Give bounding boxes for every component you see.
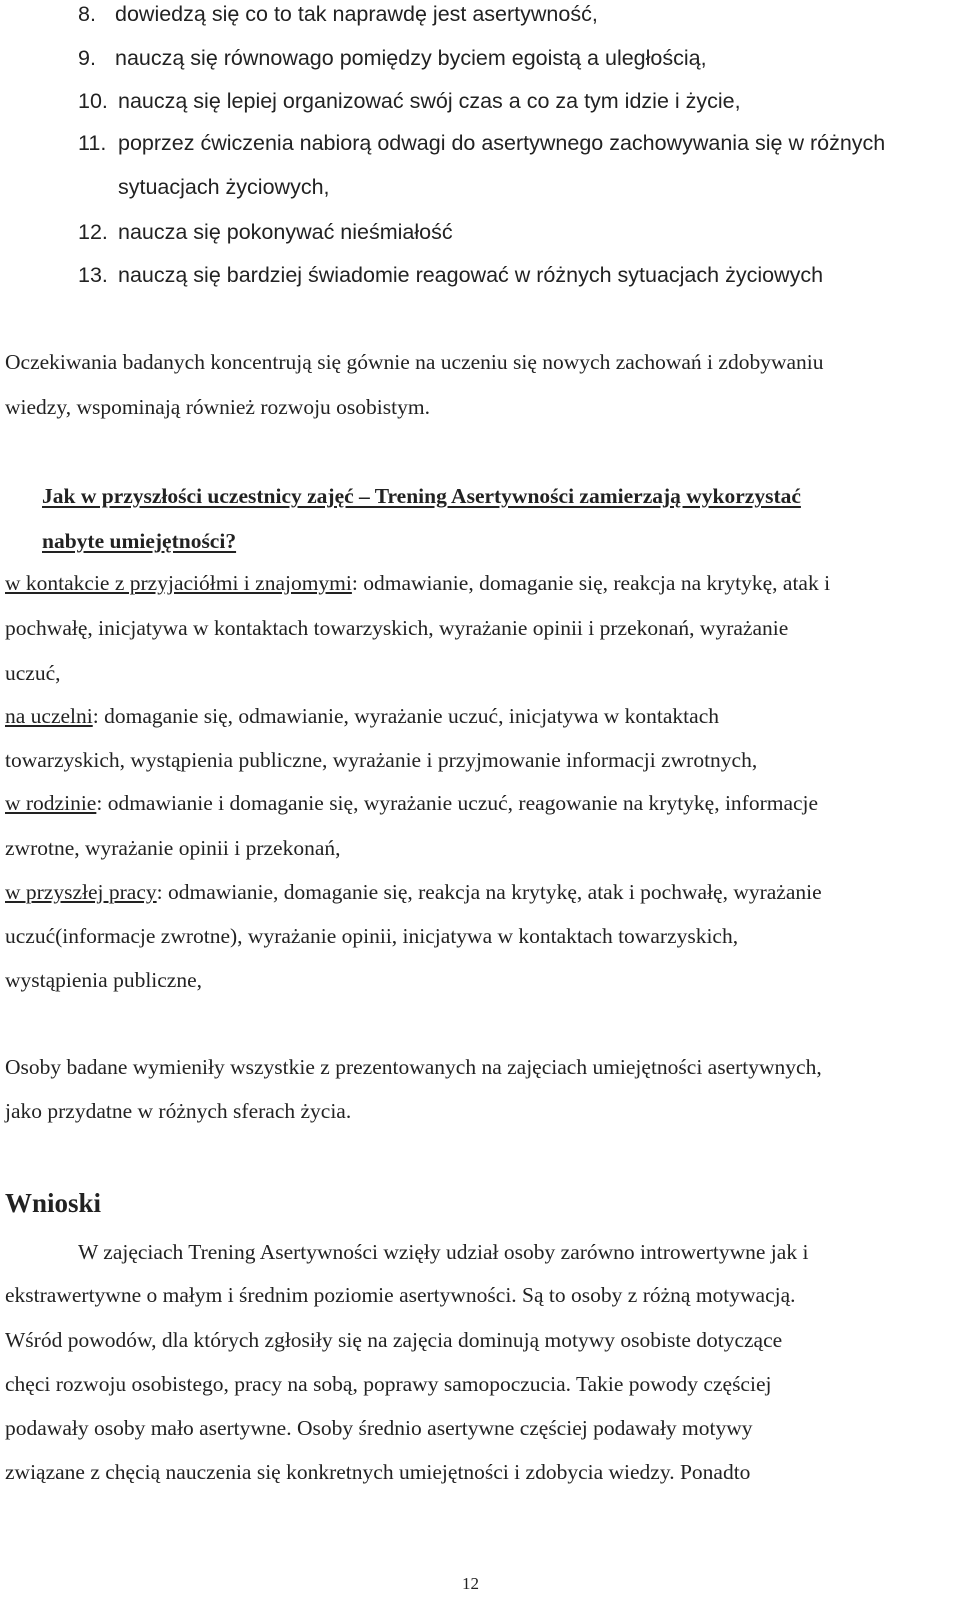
paragraph-line: towarzyskich, wystąpienia publiczne, wyrażanie i przyjmowanie informacji zwrotnych, (5, 748, 758, 772)
paragraph-line: Wśród powodów, dla których zgłosiły się na zajęcia dominują motywy osobiste dotyczące (5, 1328, 783, 1352)
list-item-text: dowiedzą się co to tak naprawdę jest asertywność, (115, 2, 598, 26)
paragraph-line: podawały osoby mało asertywne. Osoby średnio asertywne częściej podawały motywy (5, 1416, 753, 1440)
context-work (5, 880, 822, 904)
list-item (78, 2, 598, 26)
list-item (78, 46, 707, 70)
list-item-text: poprzez ćwiczenia nabiorą odwagi do asertywnego zachowywania się w różnych (118, 131, 886, 155)
list-item-number: 12. (78, 220, 108, 244)
paragraph-line: wystąpienia publiczne, (5, 968, 203, 992)
context-label: w przyszłej pracy (5, 880, 157, 904)
paragraph-line: jako przydatne w różnych sferach życia. (5, 1099, 352, 1123)
paragraph-line: związane z chęcią nauczenia się konkretnych umiejętności i zdobycia wiedzy. Ponadto (5, 1460, 751, 1484)
list-item-text: nauczą się bardziej świadomie reagować w różnych sytuacjach życiowych (118, 263, 824, 287)
paragraph-line: uczuć, (5, 661, 61, 685)
list-item-text: nauczą się lepiej organizować swój czas a co za tym idzie i życie, (118, 89, 741, 113)
question-line: Jak w przyszłości uczestnicy zajęć – Trening Asertywności zamierzają wykorzystać (42, 484, 801, 508)
paragraph-line: Oczekiwania badanych koncentrują się gównie na uczeniu się nowych zachowań i zdobywaniu (5, 350, 824, 374)
list-item-number: 13. (78, 263, 108, 287)
list-item (78, 131, 885, 155)
context-contacts (5, 571, 830, 595)
context-university (5, 704, 719, 728)
list-item-number: 11. (78, 131, 107, 155)
list-item (78, 263, 823, 287)
context-text: : odmawianie, domaganie się, reakcja na krytykę, atak i pochwałę, wyrażanie (156, 880, 822, 904)
paragraph-line: W zajęciach Trening Asertywności wzięły udział osoby zarówno introwertywne jak i (78, 1240, 809, 1264)
list-item-number: 8. (78, 2, 96, 26)
list-item (78, 220, 453, 244)
question-line: nabyte umiejętności? (42, 529, 237, 553)
list-item (78, 89, 741, 113)
paragraph-line: Osoby badane wymieniły wszystkie z prezentowanych na zajęciach umiejętności asertywnych, (5, 1055, 822, 1079)
list-item-number: 9. (78, 46, 96, 70)
paragraph-line: uczuć(informacje zwrotne), wyrażanie opinii, inicjatywa w kontaktach towarzyskich, (5, 924, 739, 948)
page-number: 12 (462, 1574, 479, 1593)
paragraph-line: wiedzy, wspominają również rozwoju osobistym. (5, 395, 430, 419)
context-text: : odmawianie i domaganie się, wyrażanie uczuć, reagowanie na krytykę, informacje (96, 791, 819, 815)
paragraph-line: chęci rozwoju osobistego, pracy na sobą, poprawy samopoczucia. Takie powody częściej (5, 1372, 772, 1396)
context-label: na uczelni (5, 704, 93, 728)
context-label: w rodzinie (5, 791, 97, 815)
list-item-text: naucza się pokonywać nieśmiałość (118, 220, 453, 244)
context-family (5, 791, 818, 815)
paragraph-line: pochwałę, inicjatywa w kontaktach towarzyskich, wyrażanie opinii i przekonań, wyrażanie (5, 616, 789, 640)
list-item-text: nauczą się równowago pomiędzy byciem egoistą a uległością, (115, 46, 707, 70)
list-item-text: sytuacjach życiowych, (118, 175, 330, 199)
section-heading: Wnioski (5, 1188, 102, 1218)
context-text: : odmawianie, domaganie się, reakcja na krytykę, atak i (351, 571, 831, 595)
paragraph-line: ekstrawertywne o małym i średnim poziomie asertywności. Są to osoby z różną motywacją. (5, 1283, 796, 1307)
context-label: w kontakcie z przyjaciółmi i znajomymi (5, 571, 352, 595)
paragraph-line: zwrotne, wyrażanie opinii i przekonań, (5, 836, 341, 860)
list-item-number: 10. (78, 89, 108, 113)
list-item-continuation (118, 175, 330, 199)
context-text: : domaganie się, odmawianie, wyrażanie uczuć, inicjatywa w kontaktach (92, 704, 719, 728)
